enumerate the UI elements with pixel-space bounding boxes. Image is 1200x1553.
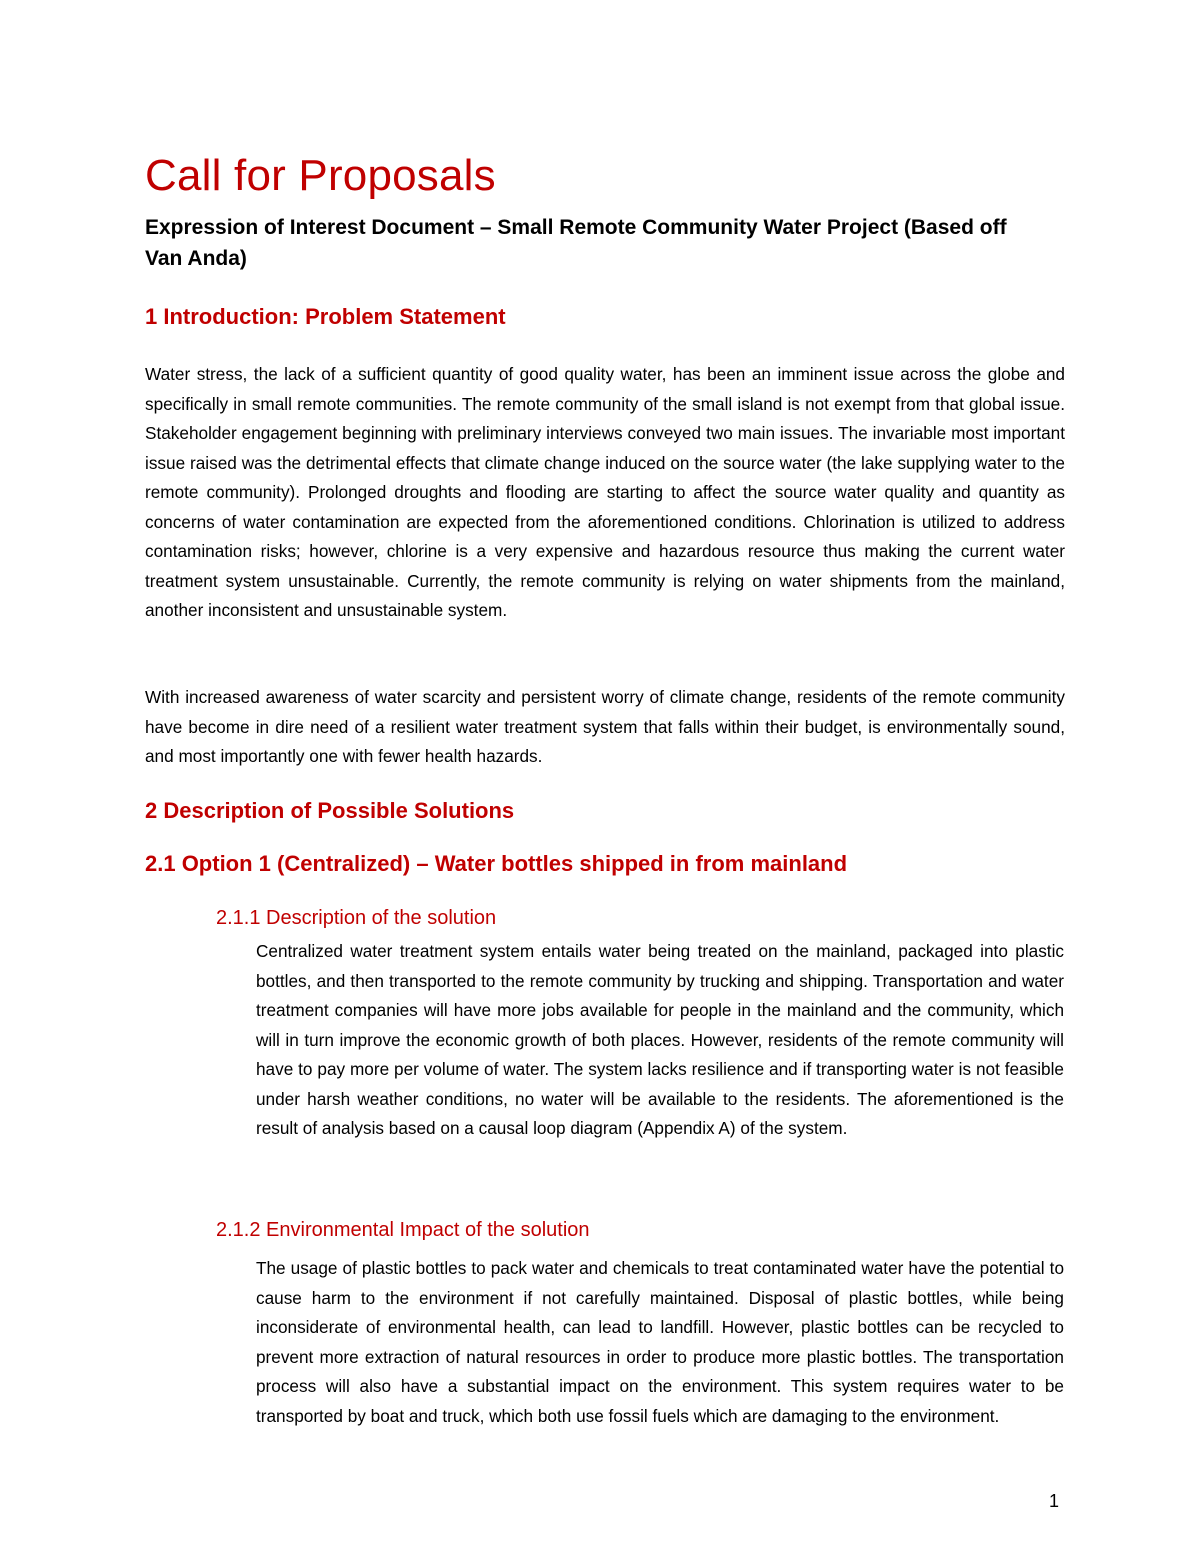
document-title: Call for Proposals [145, 151, 496, 200]
page-number: 1 [1049, 1491, 1060, 1511]
section-1-paragraph-1: Water stress, the lack of a sufficient quantity of good quality water, has been an imminent issue across the globe and specifically in small remote communities. The remote community of the small island is not exempt from that global issue. Stakeholder engagement beginning with preliminary interviews conveyed two main issues. The invariable most important issue raised was the detrimental effects that climate change induced on the source water (the lake supplying water to the remote community). Prolonged droughts and flooding are starting to affect the source water quality and quantity as concerns of water contamination are expected from the aforementioned conditions. Chlorination is utilized to address contamination risks; however, chlorine is a very expensive and hazardous resource thus making the current water treatment system unsustainable. Currently, the remote community is relying on water shipments from the mainland, another inconsistent and unsustainable system. [145, 364, 1065, 620]
section-2-1-1-paragraph: Centralized water treatment system entails water being treated on the mainland, packaged into plastic bottles, and then transported to the remote community by trucking and shipping. Transportation and water treatment companies will have more jobs available for people in the mainland and the community, which will in turn improve the economic growth of both places. However, residents of the remote community will have to pay more per volume of water. The system lacks resilience and if transporting water is not feasible under harsh weather conditions, no water will be available to the residents. The aforementioned is the result of analysis based on a causal loop diagram (Appendix A) of the system. [256, 941, 1064, 1138]
section-1-heading: 1 Introduction: Problem Statement [145, 304, 506, 329]
section-2-1-1-heading: 2.1.1 Description of the solution [216, 907, 497, 929]
section-2-1-heading: 2.1 Option 1 (Centralized) – Water bottles shipped in from mainland [145, 851, 848, 876]
section-1-paragraph-2: With increased awareness of water scarcity and persistent worry of climate change, residents of the remote community have become in dire need of a resilient water treatment system that falls within their budget, is environmentally sound, and most importantly one with fewer health hazards. [145, 687, 1065, 766]
document-subtitle: Expression of Interest Document – Small Remote Community Water Project (Based off Van Anda) [145, 216, 1007, 270]
section-2-1-2-paragraph: The usage of plastic bottles to pack water and chemicals to treat contaminated water have the potential to cause harm to the environment if not carefully maintained. Disposal of plastic bottles, while being inconsiderate of environmental health, can lead to landfill. However, plastic bottles can be recycled to prevent more extraction of natural resources in order to produce more plastic bottles. The transportation process will also have a substantial impact on the environment. This system requires water to be transported by boat and truck, which both use fossil fuels which are damaging to the environment. [256, 1258, 1064, 1426]
section-2-heading: 2 Description of Possible Solutions [145, 798, 515, 823]
section-2-1-2-heading: 2.1.2 Environmental Impact of the solution [216, 1219, 590, 1241]
